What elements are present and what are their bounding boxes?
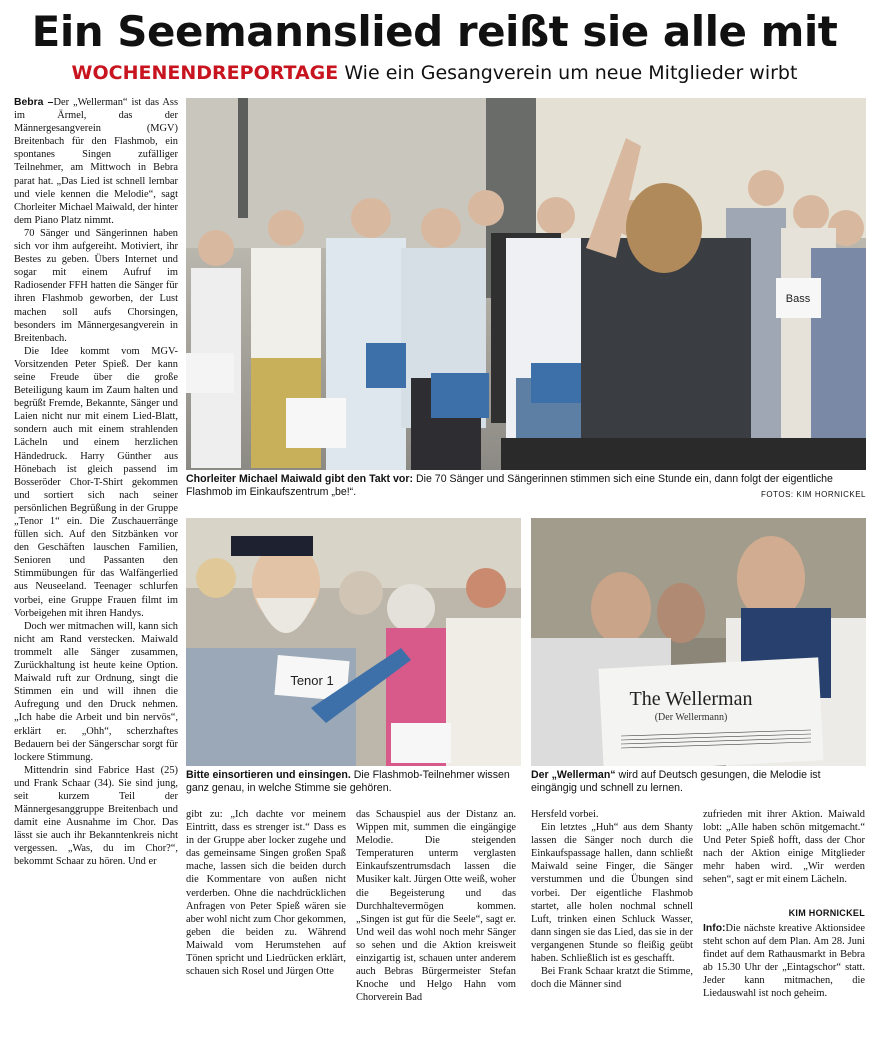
tenor-caption-lead: Bitte einsortieren und einsingen. [186,769,351,781]
paragraph: Bebra –Der „Wellerman“ ist das Ass im Ärmel, das der Männergesangverein (MGV) Breitenbach für den Flashmob, ein spontanes Singen zufälliger Teilnehmer, am Mittwoch in Bebra parat hat. „Das Lied ist schnell lernbar und viele kennen die Melodie“, sagt Chorleiter Michael Maiwald, der hinter dem Piano Platz nimmt. [14,97,178,226]
paragraph: Ein letztes „Huh“ aus dem Shanty lassen die Sänger noch durch die Einkaufspassage hallen, dann schließt Maiwald seine Finger, die Sänger verstummen und die Übungen sind vorbei. Der eigentliche Flashmob startet, alle holen nochmal schnell Luft, trinken einen Schluck Wasser, dann singen sie das Lied, das sie in der vergangenen Stunde so fleißig geübt haben. Schließlich ist es geschafft. [531,822,693,965]
paragraph: gibt zu: „Ich dachte vor meinem Eintritt, dass es strenger ist.“ Dass es in der Gruppe aber locker zugehe und das gemeinsame Singen großen Spaß mache, lassen sich die beiden durch die Kommentare von außen nicht verderben. Ohne die nachdrücklichen Anfragen von Peter Spieß wären sie aber wohl nicht zum Chor gekommen, geben die beiden zu. Während Maiwald vom Herumstehen auf Tönen spricht und Liedrücken erklärt, schauen sich Rosel und Jürgen Otte [186,809,346,978]
article-column-1 [14,96,178,1038]
bass-sign: Bass [785,293,811,305]
wellerman-caption-lead: Der „Wellerman“ [531,769,616,781]
article-column-4 [531,808,693,1038]
info-text: Die nächste kreative Aktionsidee steht schon auf dem Plan. Am 28. Juni findet auf dem Rathausmarkt in Bebra ab 15.30 Uhr der „Eintagschor“ statt. Jeder kann mitmachen, die Liedauswahl ist noch geheim. [703,923,865,1000]
main-caption-text: Die 70 Sänger und Sängerinnen stimmen sich eine Stunde ein, dann folgt der eigentliche Flashmob im Einkaufszentrum „be!“. [186,473,833,498]
headline: Ein Seemannslied reißt sie alle mit [31,7,838,56]
tenor-photo [186,518,521,766]
article-column-3 [356,808,516,1038]
main-photo [186,98,866,470]
main-caption-lead: Chorleiter Michael Maiwald gibt den Takt vor: [186,473,414,485]
wellerman-caption [531,769,866,795]
subline [0,60,869,86]
dateline: Bebra – [14,97,54,108]
wellerman-photo [531,518,866,766]
photo-credit: FOTOS: KIM HORNICKEL [761,490,866,499]
info-label: Info: [703,923,726,934]
article-column-2 [186,808,346,1038]
paragraph: zufrieden mit ihrer Aktion. Maiwald lobt: „Alle haben schön mitgemacht.“ Und Peter Spieß hofft, dass der Chor nach der Aktion einige Mitglieder mehr haben wird. „Wir werden sehen“, sagt er mit einem Lächeln. [703,809,865,886]
tenor-sign: Tenor 1 [290,673,334,688]
paragraph: Hersfeld vorbei. [531,809,599,820]
sheet-title: The Wellerman [629,688,753,710]
wellerman-caption-text: wird auf Deutsch gesungen, die Melodie ist eingängig und schnell zu lernen. [531,769,821,794]
author-byline: KIM HORNICKEL [788,908,865,918]
sheet-subtitle: (Der Wellermann) [654,712,728,723]
info-box [703,922,865,1001]
tenor-caption [186,769,521,795]
paragraph: das Schauspiel aus der Distanz an. Wippen mit, summen die eingängige Melodie. Die steigenden Temperaturen unterm verglasten Einkaufszentrumsdach lassen die Musiker kalt. Jürgen Otte weiß, woher die Begeisterung und das Durchhaltevermögen kommen. „Singen ist gut für die Seele“, sagt er. Und weil das wohl noch mehr Sänger so sehen und die Aktion kreisweit einzigartig ist, schauen unter anderem auch Bebras Bürgermeister Stefan Knoche und Helgo Hahn vom Chorverein Bad [356,809,516,1004]
article-column-5 [703,808,865,908]
tenor-caption-text: Die Flashmob-Teilnehmer wissen ganz genau, in welche Stimme sie gehören. [186,769,510,794]
paragraph: Bei Frank Schaar kratzt die Stimme, doch die Männer sind [531,966,693,991]
paragraph: Mittendrin sind Fabrice Hast (25) und Frank Schaar (34). Sie sind jung, seit kurzem Teil der Männergesanggruppe Breitenbach und damit eine Ausnahme im Chor. Das lässt sie auch ihr Bekanntenkreis nicht vergessen. „Was, du im Chor?“, bekommt Schaar zu hören. Und er [14,764,178,868]
paragraph: Die Idee kommt vom MGV-Vorsitzenden Peter Spieß. Der kann seine Freude über die große Beteiligung kaum im Zaum halten und begrüßt Fremde, Bekannte, Sänger und Laien nicht nur mit einem Lied-Blatt, sondern auch mit einem strahlenden Lächeln und einem herzlichen Händedruck. Harry Günther aus Hönebach ist gleich passend im Bosseröder Chor-T-Shirt gekommen und sortiert sich nach seiner persönlichen Begrüßung in der Gruppe „Tenor 1“ ein. Die Zuschauerränge füllen sich. Auf den Sitzbänken vor den Geschäften lauschen Familien, Senioren und Passanten den Stimmübungen für das Walfängerlied aus Neuseeland. Teenager schlurfen vorbei, eine Gruppe Frauen filmt im Vorbeigehen mit ihren Handys. [14,345,178,619]
subline-text: Wie ein Gesangverein um neue Mitglieder wirbt [344,62,798,84]
kicker: WOCHENENDREPORTAGE [71,62,339,84]
paragraph: 70 Sänger und Sängerinnen haben sich vor ihm aufgereiht. Motiviert, ihr Bestes zu geben. Übers Internet und sogar mit einem Aufruf im Radiosender FFH hatten die Sänger für ihren Flashmob geworben, der Lust machen soll aufs Chorsingen, besonders im Männergesangverein in Breitenbach. [14,227,178,344]
paragraph: Doch wer mitmachen will, kann sich nicht am Rand verstecken. Maiwald trommelt alle Sänger zusammen, Zurückhaltung ist heute keine Option. Maiwald ruft zur Ordnung, singt die Stimmen ein und will ihnen die Aufregung und den Druck nehmen. „Ich habe die Arbeit und bin nervös“, erklärt er. „Ohh“, scherzhaftes Bedauern bei der Sängerschar sorgt für lockere Stimmung. [14,620,178,763]
